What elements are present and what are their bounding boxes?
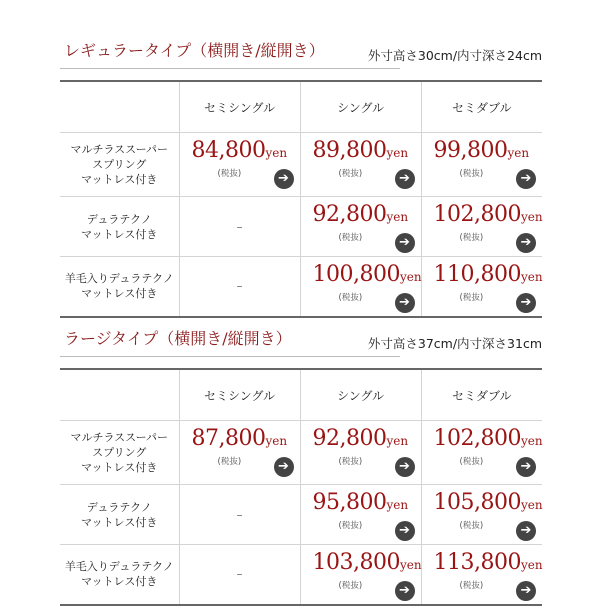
arrow-right-icon[interactable]: ➔ [274, 457, 294, 477]
arrow-right-icon[interactable]: ➔ [516, 521, 536, 541]
arrow-right-icon[interactable]: ➔ [395, 581, 415, 601]
row-label-line: マットレス付き [81, 287, 158, 301]
row-label [60, 197, 179, 257]
row-label-line: マットレス付き [81, 515, 158, 529]
price-value: 95,800 [312, 490, 387, 515]
row-label-line: マットレス付き [81, 173, 158, 186]
title-underline [60, 68, 400, 69]
row-label [60, 421, 179, 485]
price-value: 99,800 [433, 138, 508, 163]
price-value: 102,800 [433, 202, 521, 227]
tax-note: (税抜) [459, 169, 484, 179]
tax-note: (税抜) [217, 457, 242, 467]
row-label-line: マットレス付き [81, 575, 158, 589]
yen-unit: yen [520, 434, 543, 448]
yen-unit: yen [520, 210, 543, 224]
tax-note: (税抜) [338, 233, 363, 243]
price-cell [300, 485, 421, 545]
tax-note: (税抜) [338, 521, 363, 531]
arrow-right-icon[interactable]: ➔ [516, 233, 536, 253]
arrow-right-icon[interactable]: ➔ [395, 293, 415, 313]
row-label-line: スプリング [92, 158, 147, 171]
arrow-right-icon[interactable]: ➔ [274, 169, 294, 189]
tax-note: (税抜) [338, 293, 363, 303]
section-title: ラージタイプ（横開き/縦開き） [64, 329, 292, 348]
unavailable-cell: – [179, 545, 300, 605]
tax-note: (税抜) [459, 457, 484, 467]
arrow-right-icon[interactable]: ➔ [395, 521, 415, 541]
table-row [60, 257, 542, 317]
section-title: レギュラータイプ（横開き/縦開き） [64, 41, 325, 60]
price-value: 102,800 [433, 426, 521, 451]
price-cell [421, 545, 542, 605]
price-cell [179, 421, 300, 485]
col-header-single: シングル [300, 81, 421, 133]
row-label [60, 485, 179, 545]
col-header-semi-single: セミシングル [179, 369, 300, 421]
yen-unit: yen [265, 146, 288, 160]
tax-note: (税抜) [217, 169, 242, 179]
row-label [60, 257, 179, 317]
tax-note: (税抜) [338, 169, 363, 179]
header-row [60, 369, 542, 421]
price-cell [421, 197, 542, 257]
arrow-right-icon[interactable]: ➔ [516, 581, 536, 601]
price-cell [421, 421, 542, 485]
dimensions-label: 外寸高さ30cm/内寸深さ24cm [367, 48, 542, 63]
row-label-line: 羊毛入りデュラテクノ [64, 560, 174, 574]
tax-note: (税抜) [459, 521, 484, 531]
price-cell [300, 421, 421, 485]
yen-unit: yen [507, 146, 530, 160]
arrow-right-icon[interactable]: ➔ [516, 457, 536, 477]
price-cell [421, 133, 542, 197]
price-cell [421, 257, 542, 317]
price-cell [421, 485, 542, 545]
yen-unit: yen [386, 210, 409, 224]
corner-cell [60, 369, 179, 421]
yen-unit: yen [265, 434, 288, 448]
yen-unit: yen [520, 498, 543, 512]
row-label-line: マットレス付き [81, 461, 158, 474]
unavailable-cell: – [179, 485, 300, 545]
row-label [60, 133, 179, 197]
arrow-right-icon[interactable]: ➔ [395, 457, 415, 477]
price-table [60, 80, 542, 318]
yen-unit: yen [399, 558, 422, 572]
table-row [60, 545, 542, 605]
arrow-right-icon[interactable]: ➔ [395, 233, 415, 253]
row-label-line: マルチラススーパー [70, 143, 169, 156]
tax-note: (税抜) [338, 581, 363, 591]
arrow-right-icon[interactable]: ➔ [395, 169, 415, 189]
row-label-line: 羊毛入りデュラテクノ [64, 272, 174, 286]
price-value: 110,800 [433, 262, 521, 287]
col-header-semi-double: セミダブル [421, 81, 542, 133]
yen-unit: yen [386, 434, 409, 448]
price-value: 105,800 [433, 490, 521, 515]
header-row [60, 81, 542, 133]
tax-note: (税抜) [459, 581, 484, 591]
tax-note: (税抜) [459, 293, 484, 303]
col-header-single: シングル [300, 369, 421, 421]
yen-unit: yen [520, 558, 543, 572]
price-value: 113,800 [433, 550, 521, 575]
row-label-line: デュラテクノ [86, 212, 152, 226]
table-row [60, 133, 542, 197]
price-value: 103,800 [312, 550, 400, 575]
unavailable-cell: – [179, 257, 300, 317]
arrow-right-icon[interactable]: ➔ [516, 293, 536, 313]
price-value: 87,800 [191, 426, 266, 451]
yen-unit: yen [386, 498, 409, 512]
row-label-line: マルチラススーパー [70, 431, 169, 444]
corner-cell [60, 81, 179, 133]
yen-unit: yen [520, 270, 543, 284]
price-value: 84,800 [191, 138, 266, 163]
table-row [60, 197, 542, 257]
price-table [60, 368, 542, 606]
yen-unit: yen [386, 146, 409, 160]
price-cell [300, 545, 421, 605]
tax-note: (税抜) [338, 457, 363, 467]
price-value: 92,800 [312, 202, 387, 227]
table-row [60, 421, 542, 485]
table-row [60, 485, 542, 545]
title-underline [60, 356, 400, 357]
row-label-line: マットレス付き [81, 227, 158, 241]
price-cell [300, 197, 421, 257]
yen-unit: yen [399, 270, 422, 284]
dimensions-label: 外寸高さ37cm/内寸深さ31cm [367, 336, 542, 351]
arrow-right-icon[interactable]: ➔ [516, 169, 536, 189]
tax-note: (税抜) [459, 233, 484, 243]
price-cell [300, 133, 421, 197]
row-label-line: スプリング [92, 446, 147, 459]
col-header-semi-double: セミダブル [421, 369, 542, 421]
price-value: 92,800 [312, 426, 387, 451]
unavailable-cell: – [179, 197, 300, 257]
price-cell [179, 133, 300, 197]
section-header [60, 38, 542, 68]
row-label-line: デュラテクノ [86, 500, 152, 514]
price-cell [300, 257, 421, 317]
price-value: 89,800 [312, 138, 387, 163]
price-value: 100,800 [312, 262, 400, 287]
col-header-semi-single: セミシングル [179, 81, 300, 133]
section-header [60, 326, 542, 356]
row-label [60, 545, 179, 605]
